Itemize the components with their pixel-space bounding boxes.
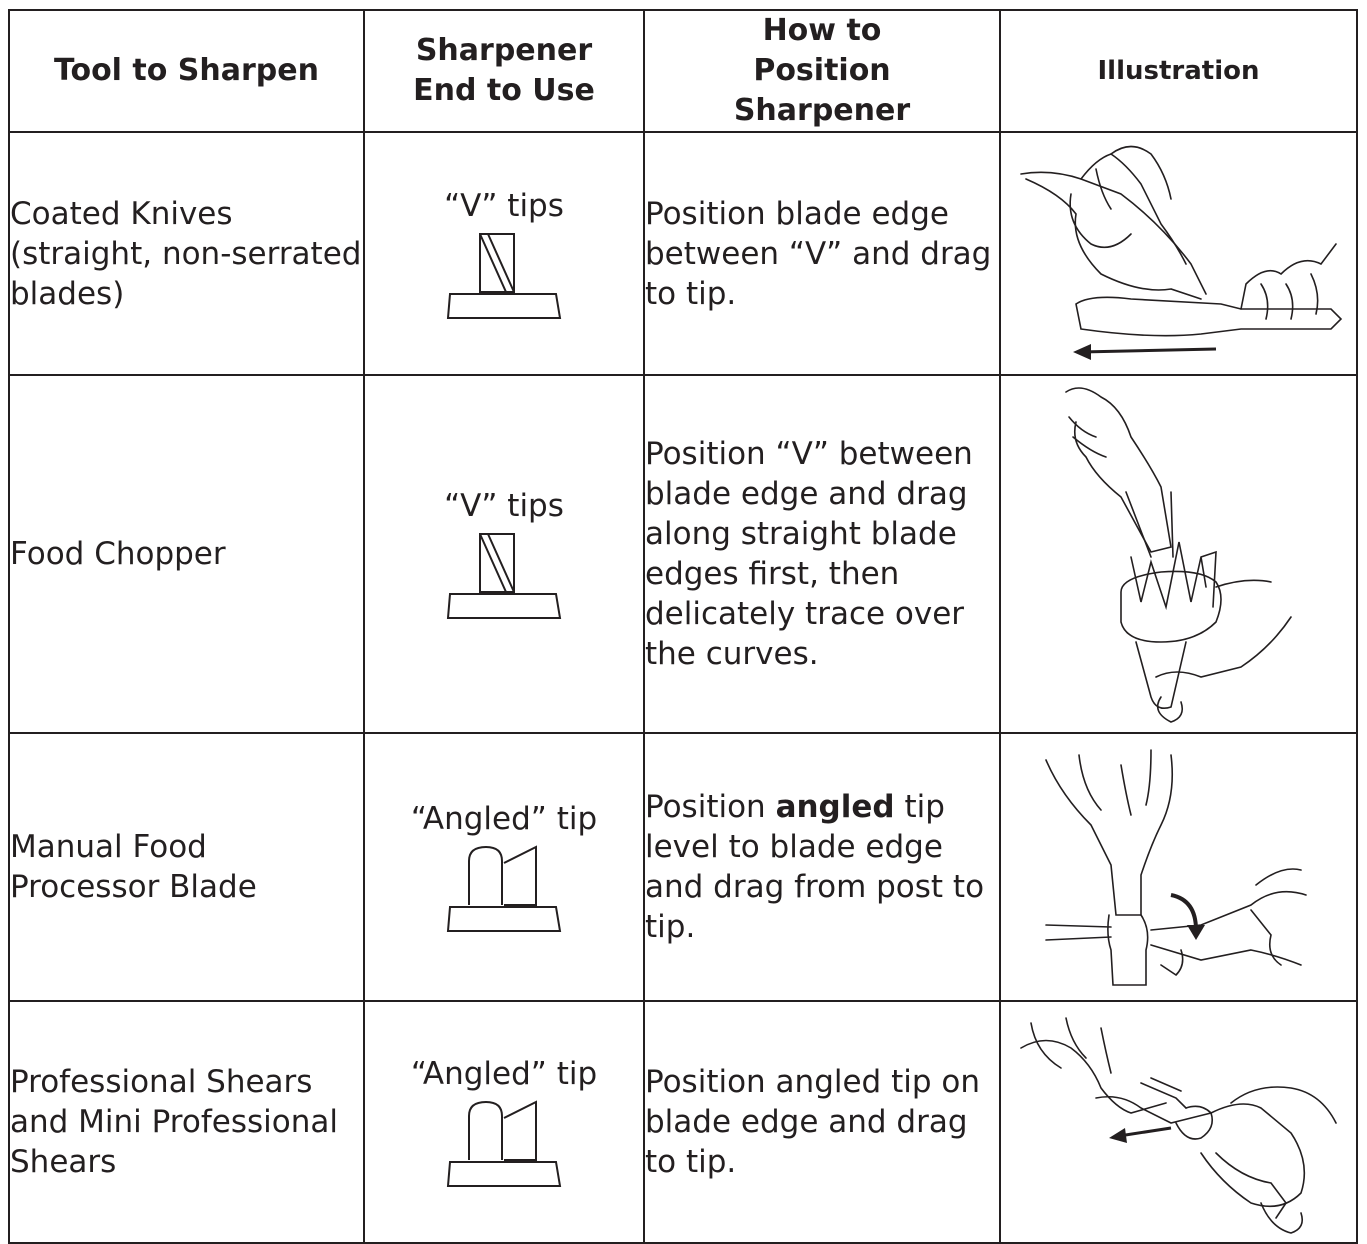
table-row [9, 132, 1357, 375]
illustration-cell [1000, 132, 1357, 375]
tool-cell: Food Chopper [9, 375, 364, 733]
sharpener-end-cell [364, 375, 644, 733]
sharpening-shears-illustration [1001, 1003, 1356, 1241]
table-header-row [9, 10, 1357, 132]
header-position: How to Position Sharpener [644, 10, 1000, 132]
sharpening-coated-knife-illustration [1001, 134, 1356, 374]
header-tool: Tool to Sharpen [9, 10, 364, 132]
emphasis-text: angled [775, 789, 895, 825]
sharpener-end-cell [364, 1001, 644, 1243]
sharpener-end-cell [364, 733, 644, 1001]
angled-tip-icon [444, 843, 564, 935]
sharpener-end-label: “V” tips [444, 488, 564, 524]
illustration-cell [1000, 1001, 1357, 1243]
illustration-cell [1000, 733, 1357, 1001]
v-tips-icon [444, 530, 564, 622]
position-cell: Position “V” between blade edge and drag along straight blade edges first, then delicately trace over the curves. [644, 375, 1000, 733]
sharpening-guide-table [8, 9, 1358, 1244]
sharpener-end-label: “V” tips [444, 187, 564, 224]
table-row [9, 733, 1357, 1001]
position-cell: Position angled tip on blade edge and drag to tip. [644, 1001, 1000, 1243]
position-cell: Position blade edge between “V” and drag to tip. [644, 132, 1000, 375]
tool-cell: Professional Shears and Mini Professional Shears [9, 1001, 364, 1243]
sharpening-processor-blade-illustration [1001, 735, 1356, 999]
tool-cell: Coated Knives (straight, non-serrated blades) [9, 132, 364, 375]
tool-cell: Manual Food Processor Blade [9, 733, 364, 1001]
table-row [9, 375, 1357, 733]
illustration-cell [1000, 375, 1357, 733]
header-illustration: Illustration [1000, 10, 1357, 132]
sharpening-food-chopper-illustration [1001, 377, 1356, 731]
sharpener-end-label: “Angled” tip [410, 1056, 598, 1092]
sharpener-end-label: “Angled” tip [410, 801, 598, 837]
position-cell: Position angled tip level to blade edge and drag from post to tip. [644, 733, 1000, 1001]
angled-tip-icon [444, 1098, 564, 1190]
v-tips-icon [444, 230, 564, 322]
sharpener-end-cell [364, 132, 644, 375]
header-sharpener-end: Sharpener End to Use [364, 10, 644, 132]
table-row [9, 1001, 1357, 1243]
